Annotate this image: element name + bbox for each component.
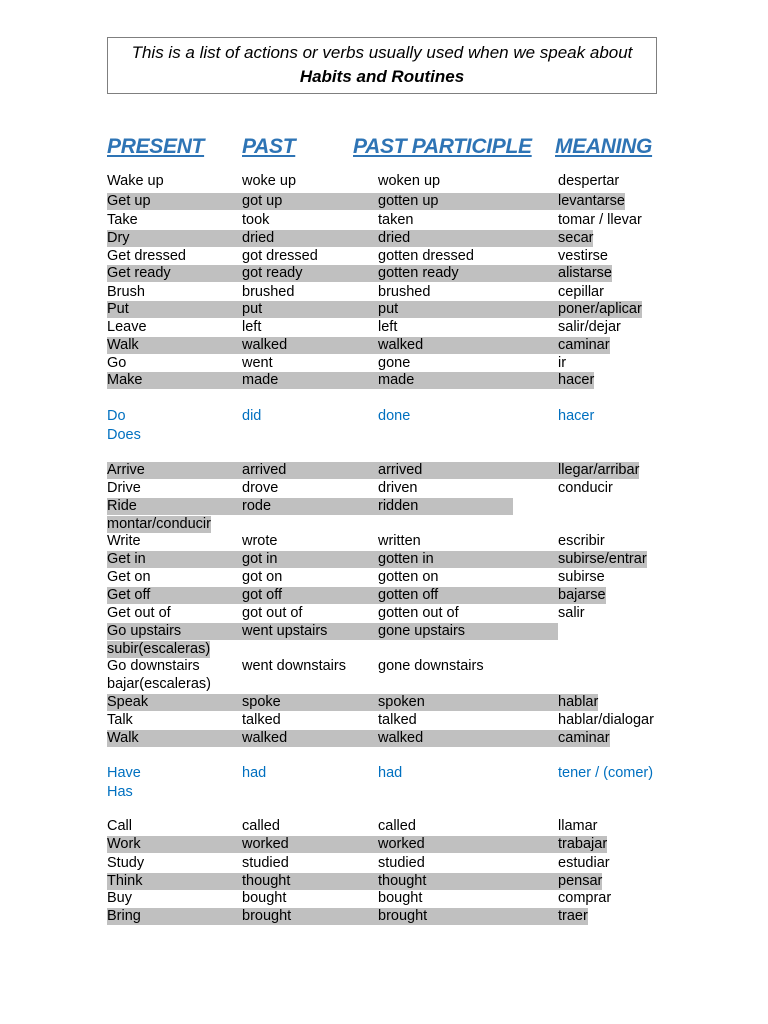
past-cell: walked	[242, 337, 288, 353]
meaning-cell: subirse	[558, 569, 605, 585]
past-participle-cell: gotten off	[378, 587, 439, 603]
meaning-cell: ir	[558, 355, 567, 371]
past-cell: dried	[242, 230, 275, 246]
present-cell: Get ready	[107, 265, 171, 281]
meaning-cell: despertar	[558, 173, 620, 189]
row-highlight	[107, 372, 594, 389]
past-participle-cell: taken	[378, 212, 414, 228]
present-cell: Dry	[107, 230, 130, 246]
past-participle-cell: gone downstairs	[378, 658, 484, 674]
past-participle-cell: done	[378, 408, 411, 424]
meaning-cell: levantarse	[558, 193, 625, 209]
past-cell: arrived	[242, 462, 287, 478]
present-cell: Talk	[107, 712, 133, 728]
meaning-cell: cepillar	[558, 284, 604, 300]
past-cell: wrote	[242, 533, 278, 549]
past-cell: got out of	[242, 605, 303, 621]
row-highlight	[107, 498, 513, 515]
past-cell: woke up	[242, 173, 297, 189]
past-cell: worked	[242, 836, 289, 852]
present-cell: Get on	[107, 569, 151, 585]
present-cell: Ride	[107, 498, 137, 514]
past-participle-cell: talked	[378, 712, 417, 728]
past-cell: brushed	[242, 284, 295, 300]
row-highlight	[107, 337, 610, 354]
past-participle-cell: gotten up	[378, 193, 439, 209]
past-cell: got ready	[242, 265, 303, 281]
meaning-cell: trabajar	[558, 836, 608, 852]
past-participle-cell: arrived	[378, 462, 423, 478]
row-highlight	[107, 694, 598, 711]
past-participle-cell: had	[378, 765, 403, 781]
meaning-cell: alistarse	[558, 265, 612, 281]
present-cell: Bring	[107, 908, 141, 924]
present-cell: Walk	[107, 337, 139, 353]
present-cell: Take	[107, 212, 138, 228]
present-cell: Write	[107, 533, 141, 549]
title-line-2: Habits and Routines	[299, 67, 465, 86]
header-past-participle: PAST PARTICIPLE	[353, 135, 532, 158]
meaning-cell: conducir	[558, 480, 613, 496]
header-past: PAST	[242, 135, 296, 158]
past-cell: left	[242, 319, 262, 335]
past-participle-cell: walked	[378, 337, 424, 353]
past-cell: went	[242, 355, 273, 371]
past-cell: got off	[242, 587, 283, 603]
past-cell: walked	[242, 730, 288, 746]
present-cell: Arrive	[107, 462, 145, 478]
present-cell: Do	[107, 408, 126, 424]
past-cell: called	[242, 818, 280, 834]
past-participle-cell: gone	[378, 355, 411, 371]
header-meaning: MEANING	[555, 135, 653, 158]
meaning-cell: pensar	[558, 873, 603, 889]
title-line-1: This is a list of actions or verbs usually used when we speak about	[131, 43, 633, 62]
present-cell: Put	[107, 301, 129, 317]
past-cell: rode	[242, 498, 272, 514]
past-participle-cell: studied	[378, 855, 425, 871]
row-highlight	[107, 230, 593, 247]
meaning-cell: secar	[558, 230, 594, 246]
present-cell: Call	[107, 818, 132, 834]
meaning-cell: poner/aplicar	[558, 301, 642, 317]
meaning-cell: comprar	[558, 890, 612, 906]
past-participle-cell: woken up	[378, 173, 441, 189]
present-cell: Has	[107, 784, 133, 800]
present-cell: Buy	[107, 890, 132, 906]
present-cell: Go upstairs	[107, 623, 182, 639]
meaning-cell: tener / (comer)	[558, 765, 654, 781]
present-cell: Have	[107, 765, 141, 781]
present-cell: Leave	[107, 319, 147, 335]
present-cell: Make	[107, 372, 143, 388]
past-cell: put	[242, 301, 263, 317]
past-participle-cell: driven	[378, 480, 418, 496]
past-participle-cell: written	[378, 533, 421, 549]
row-highlight	[107, 587, 606, 604]
row-highlight	[107, 193, 625, 210]
past-cell: got in	[242, 551, 278, 567]
past-participle-cell: gotten in	[378, 551, 434, 567]
past-participle-cell: dried	[378, 230, 411, 246]
present-cell: Brush	[107, 284, 145, 300]
present-cell: Think	[107, 873, 143, 889]
past-cell: bought	[242, 890, 287, 906]
meaning-cell: bajarse	[558, 587, 606, 603]
past-participle-cell: thought	[378, 873, 427, 889]
present-cell: bajar(escaleras)	[107, 676, 211, 692]
past-participle-cell: gotten ready	[378, 265, 459, 281]
row-highlight	[107, 265, 612, 282]
meaning-cell: hablar	[558, 694, 599, 710]
past-participle-cell: gotten dressed	[378, 248, 474, 264]
past-participle-cell: left	[378, 319, 398, 335]
past-cell: got dressed	[242, 248, 318, 264]
meaning-cell: llamar	[558, 818, 598, 834]
past-participle-cell: made	[378, 372, 415, 388]
row-highlight	[107, 873, 602, 890]
past-participle-cell: put	[378, 301, 399, 317]
past-cell: went upstairs	[242, 623, 328, 639]
meaning-cell: hablar/dialogar	[558, 712, 654, 728]
past-participle-cell: spoken	[378, 694, 425, 710]
present-cell: Get in	[107, 551, 146, 567]
present-cell: Work	[107, 836, 141, 852]
present-cell: Wake up	[107, 173, 164, 189]
meaning-cell: estudiar	[558, 855, 610, 871]
past-cell: went downstairs	[242, 658, 346, 674]
past-participle-cell: brought	[378, 908, 428, 924]
present-cell: Study	[107, 855, 145, 871]
past-cell: took	[242, 212, 270, 228]
title-box	[107, 37, 657, 94]
past-cell: did	[242, 408, 262, 424]
row-highlight	[107, 836, 607, 853]
past-cell: spoke	[242, 694, 281, 710]
meaning-cell: tomar / llevar	[558, 212, 642, 228]
present-cell: Go	[107, 355, 127, 371]
present-cell: subir(escaleras)	[107, 641, 211, 657]
present-cell: montar/conducir	[107, 516, 211, 532]
present-cell: Walk	[107, 730, 139, 746]
past-cell: studied	[242, 855, 289, 871]
past-participle-cell: gone upstairs	[378, 623, 466, 639]
past-cell: got up	[242, 193, 283, 209]
meaning-cell: hacer	[558, 372, 595, 388]
past-cell: got on	[242, 569, 283, 585]
meaning-cell: hacer	[558, 408, 595, 424]
past-cell: had	[242, 765, 267, 781]
past-participle-cell: called	[378, 818, 416, 834]
present-cell: Get dressed	[107, 248, 186, 264]
meaning-cell: caminar	[558, 337, 610, 353]
past-cell: made	[242, 372, 279, 388]
header-present: PRESENT	[107, 135, 205, 158]
meaning-cell: subirse/entrar	[558, 551, 647, 567]
meaning-cell: salir	[558, 605, 585, 621]
meaning-cell: traer	[558, 908, 588, 924]
present-cell: Get off	[107, 587, 151, 603]
past-participle-cell: worked	[378, 836, 425, 852]
meaning-cell: escribir	[558, 533, 605, 549]
past-cell: brought	[242, 908, 292, 924]
past-participle-cell: brushed	[378, 284, 431, 300]
present-cell: Does	[107, 427, 141, 443]
present-cell: Go downstairs	[107, 658, 200, 674]
row-highlight	[107, 730, 610, 747]
past-participle-cell: gotten on	[378, 569, 439, 585]
meaning-cell: llegar/arribar	[558, 462, 640, 478]
past-participle-cell: ridden	[378, 498, 419, 514]
past-cell: talked	[242, 712, 281, 728]
present-cell: Drive	[107, 480, 141, 496]
meaning-cell: caminar	[558, 730, 610, 746]
present-cell: Get up	[107, 193, 151, 209]
past-cell: thought	[242, 873, 291, 889]
row-highlight	[107, 908, 588, 925]
past-participle-cell: walked	[378, 730, 424, 746]
past-participle-cell: gotten out of	[378, 605, 459, 621]
past-participle-cell: bought	[378, 890, 423, 906]
present-cell: Get out of	[107, 605, 171, 621]
present-cell: Speak	[107, 694, 149, 710]
meaning-cell: vestirse	[558, 248, 608, 264]
meaning-cell: salir/dejar	[558, 319, 621, 335]
past-cell: drove	[242, 480, 279, 496]
